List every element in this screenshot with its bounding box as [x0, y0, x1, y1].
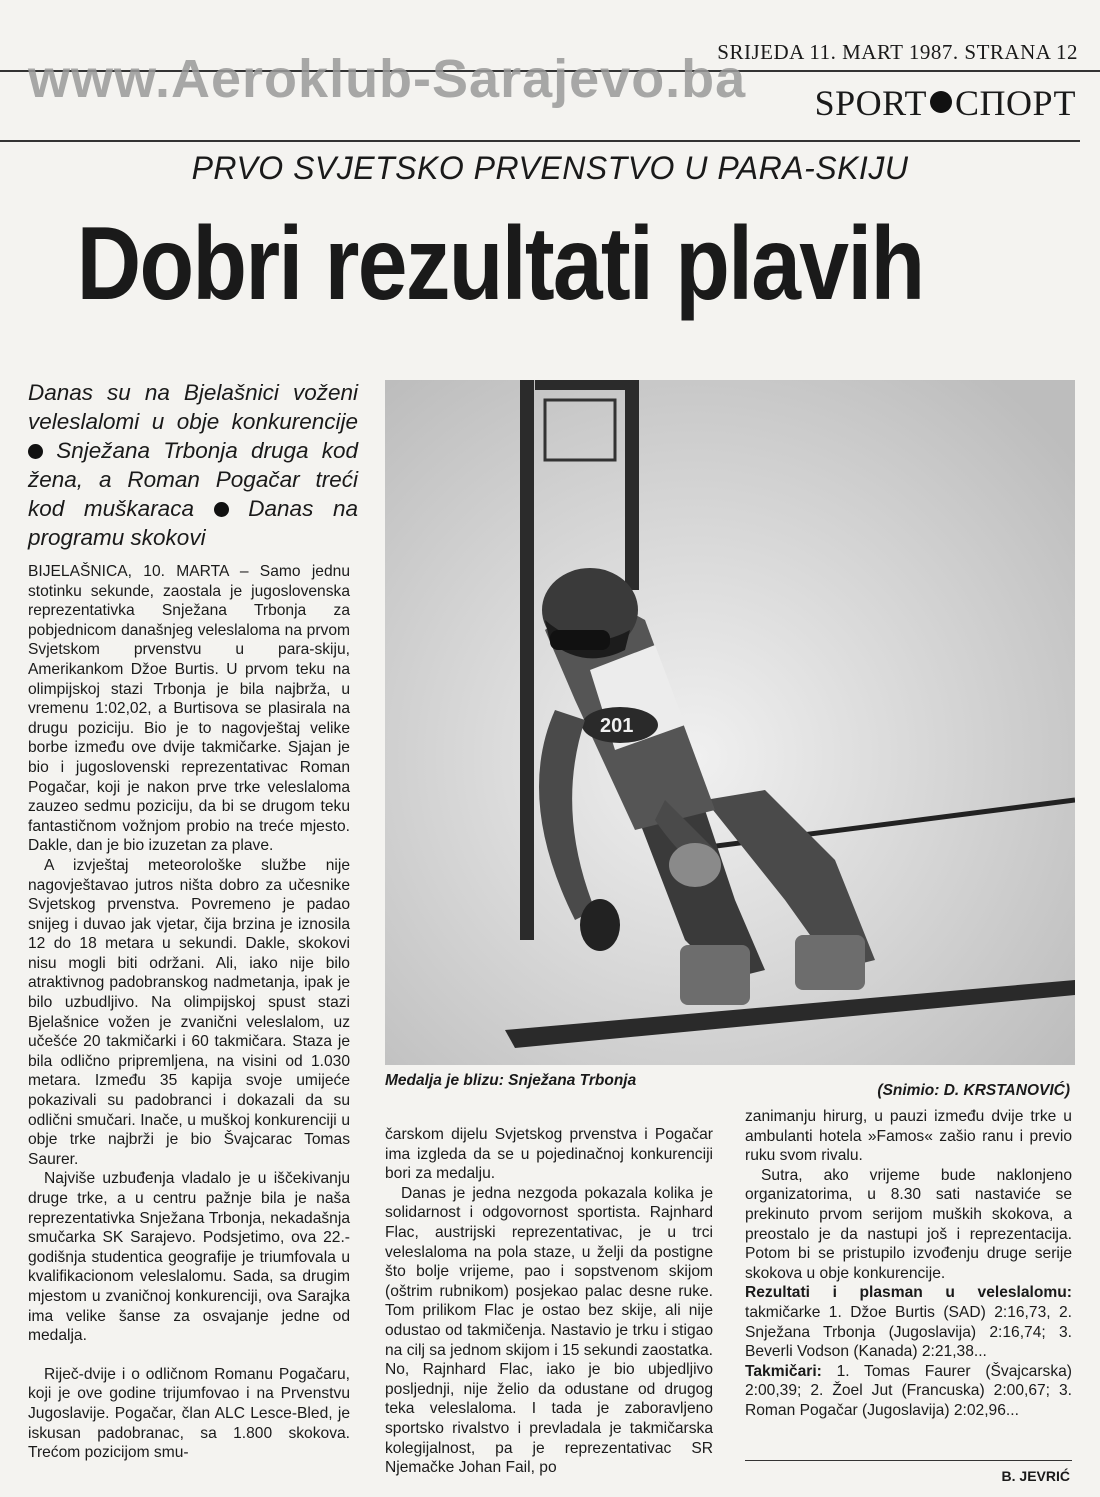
section-label: [815, 82, 1076, 124]
deck: [28, 378, 358, 552]
results-heading: Rezultati i plasman u veleslalomu:: [745, 1284, 1072, 1302]
bullet-icon: [28, 444, 43, 459]
skier-illustration: [385, 380, 1075, 1065]
paragraph: Najviše uzbuđenja vladalo je u iščekivanju druge trke, a u centru pažnje bila je naša reprezentativka Snježana Trbonja, nekadašnja smučarka SK Sarajevo. Podsjetimo, ova 22.-godišnja studentica geografije je triumfovala u kvalifikacionom veleslalomu. Sada, sa drugim mjestom u zvaničnoj konkurenciji, ova Sarajka ima velike šanse za osvajanje jedne od medalja.: [28, 1170, 350, 1345]
photo-credit: (Snimio: D. KRSTANOVIĆ): [877, 1082, 1070, 1099]
kicker: PRVO SVJETSKO PRVENSTVO U PARA-SKIJU: [191, 150, 909, 186]
paragraph: Danas je jedna nezgoda pokazala kolika je solidarnost i odgovornost sportista. Rajnhard Flac, austrijski reprezentativac, je u trci veleslaloma na pola staze, u želji da postigne što bolje vrijeme, pao i sopstvenom skijom (oštrim rubnikom) posjekao palac desne ruke. Tom prilikom Flac je ostao bez skije, ali nije odustao od takmičenja. Nastavio je trku i stigao na cilj sa jednom skijom i 15 sekundi zaostatka. No, Rajnhard Flac, iako je bio ubjedljivo posljednji, nije želio da odustane od drugog teka veleslaloma. I tada je zaboravljeno sportsko rivalstvo i prevladala je takmičarska kolegijalnost, pa je reprezentativac SR Njemačke Johan Fail, po: [385, 1184, 713, 1477]
results-men: 1. Tomas Faurer (Švajcarska) 2:00,39; 2. Žoel Jut (Francuska) 2:00,67; 3. Roman Pogačar (Jugoslavija) 2:02,96...: [745, 1362, 1072, 1419]
paragraph: Riječ-dvije i o odličnom Romanu Pogačaru, koji je ove godine trijumfovao i na Prvenstvu Jugoslavije. Pogačar, član ALC Lesce-Bled, je iskusan padobranac, sa 1.800 skokova. Trećom pozicijom smu-: [28, 1365, 350, 1462]
results-men-heading: Takmičari:: [745, 1362, 822, 1380]
paragraph: zanimanju hirurg, u pauzi između dvije trke u ambulanti hotela »Famos« zašio ranu i previo ruku svom rivalu.: [745, 1108, 1072, 1165]
results-men-block: [745, 1362, 1072, 1421]
headline: Dobri rezultati plavih: [76, 206, 924, 322]
article-column-1: [28, 562, 350, 1463]
results-women: takmičarke 1. Džoe Burtis (SAD) 2:16,73, 2. Snježana Trbonja (Jugoslavija) 2:16,74; 3. Beverli Vodson (Kanada) 2:21,38...: [745, 1303, 1072, 1361]
bib-number: 201: [600, 715, 634, 737]
section-rule: [0, 140, 1080, 142]
paragraph: A izvještaj meteorološke službe nije nagovještavao jutros ništa dobro za učesnike Svjetskog prvenstva. Povremeno je padao snijeg i duvao jak vjetar, čija brzina je iznosila 12 do 18 metara u sekundi. Dakle, skokovi nisu mogli biti održani. Ali, iako nije bilo atraktivnog padobranskog nadmetanja, ipak je bilo uzbudljivo. Na olimpijskoj spust stazi Bjelašnice vožen je zvanični veleslalom, uz učešće 20 takmičarki i 60 takmičara. Staza je bila odlično pripremljena, na visini od 1.030 metara. Između 35 kapija svoje umijeće pokazivali su padobranci i dokazali da su odlični smučari. Inače, u muškoj konkurenciji u obje trke najbrži je bio Švajcarac Tomas Saurer.: [28, 856, 350, 1168]
deck-part-2: Snježana Trbonja druga kod žena, a Roman Pogačar treći kod muškaraca: [28, 438, 358, 521]
results-block: [745, 1283, 1072, 1361]
paragraph: BIJELAŠNICA, 10. MARTA – Samo jednu stotinku sekunde, zaostala je jugoslovenska reprezentativka Snježana Trbonja za pobjednicom današnjeg veleslaloma na prvom Svjetskom prvenstvu u para-skiju, Amerikankom Džoe Burtis. U prvom teku na olimpijskoj stazi Trbonja je bila najbrža, u vremenu 1:02,02, a Burtisova se plasirala na drugu poziciju. Bio je to nagovještaj velike borbe između ove dvije takmičarke. Sjajan je bio i jugoslovenski reprezentativac Roman Pogačar, koji je nakon prve trke veleslaloma zauzeo sedmu poziciju, da bi se drugom teku fantastičnom vožnjom probio na treće mjesto. Dakle, dan je bio izuzetan za plave.: [28, 563, 350, 855]
bullet-icon: [214, 502, 229, 517]
byline: B. JEVRIĆ: [1001, 1468, 1070, 1484]
bullet-icon: [930, 91, 952, 113]
section-label-latin: SPORT: [814, 83, 928, 123]
article-column-3: [745, 1107, 1072, 1421]
article-column-2: [385, 1125, 713, 1478]
watermark: www.Aeroklub-Sarajevo.ba: [28, 49, 747, 109]
paragraph: Sutra, ako vrijeme bude naklonjeno organizatorima, u 8.30 sati nastaviće se prekinuto prvom serijom muških skokova, a preostalo je da nastupi još i reprezentacija. Potom bi se pristupilo izvođenju druge serije skokova u obje konkurencije.: [745, 1166, 1072, 1282]
dateline: SRIJEDA 11. MART 1987. STRANA 12: [717, 40, 1078, 64]
deck-part-3: Danas na programu skokovi: [28, 496, 358, 550]
section-label-cyrillic: СПОРТ: [955, 83, 1076, 123]
byline-rule: [745, 1460, 1072, 1461]
deck-part-1: Danas su na Bjelašnici voženi veleslalomi u obje konkurencije: [28, 380, 358, 434]
photo-caption: Medalja je blizu: Snježana Trbonja: [385, 1072, 637, 1089]
paragraph: čarskom dijelu Svjetskog prvenstva i Pogačar ima izgleda da se u pojedinačnoj konkurenciji bori za medalju.: [385, 1126, 713, 1183]
skier-photo: [385, 380, 1075, 1065]
